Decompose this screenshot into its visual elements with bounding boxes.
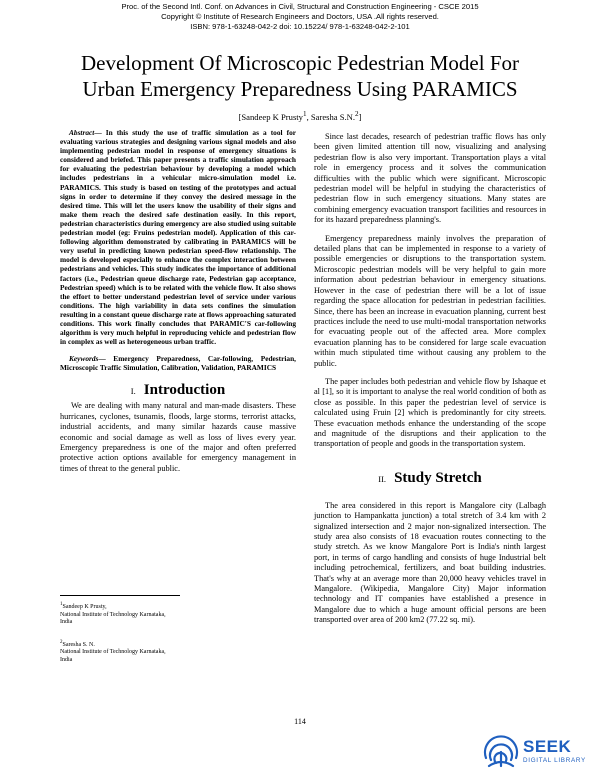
footnote-2-mark: 2 <box>60 639 63 645</box>
intro-paragraph-1: We are dealing with many natural and man-made disasters. These hurricanes, cyclones, tsunamis, floods, large storms, terrorist attacks, industrial accidents, and many similar hazards cause massive economic and social damage as well as loss of lives every year. Emergency preparedness is one of the major and often preferred protective action options available for emergency management in times of threat to the general public. <box>60 401 296 473</box>
footnote-1-institution: National Institute of Technology Karnataka, <box>60 611 166 618</box>
intro-paragraph-4: The paper includes both pedestrian and vehicle flow by Ishaque et al [1], so it is important to analyse the real world condition of both as close as possible. In this paper the pedestrian level of service is calculated using Fruin [2] which is predominantly for city streets. These evacuation methods enhance the understanding of the scope and magnitude of the disruptions and their application to the transportation of people and goods in the transportation system. <box>314 376 546 449</box>
author-1: Sandeep K Prusty <box>241 111 303 122</box>
author-list <box>0 110 600 122</box>
header-line-2: Copyright © Institute of Research Engineers and Doctors, USA .All rights reserved. <box>161 12 439 21</box>
conference-header <box>0 2 600 32</box>
footnote-divider <box>60 595 180 596</box>
authors-close-bracket: ] <box>358 111 362 122</box>
footnote-2-country: India <box>60 656 73 663</box>
intro-paragraph-3: Emergency preparedness mainly involves the preparation of detailed plans that can be implemented in response to a variety of possible emergencies or disruptions to the transportation system. Microscopic pedestrian models will be very helpful to gain more information about pedestrian behaviour in emergency situations. However in the case of pedestrian there will be a lot of issue regarding the space allocation for pedestrian in pedestrian facilities. Since, there has been an increase in evacuation planning, current best practices include the need to use multi-modal transportation networks for evacuating people out of the affected area. More complex evacuation planning has to be considered for large scale evacuation within much stipulated time without causing any problem to the public. <box>314 233 546 368</box>
footnote-1-mark: 1 <box>60 602 63 607</box>
section-2-title: Study Stretch <box>394 469 482 486</box>
seek-logo <box>481 728 593 772</box>
logo-name: SEEK <box>523 737 572 756</box>
abstract <box>60 128 296 346</box>
paper-title <box>30 50 570 102</box>
seek-fingerprint-icon <box>481 728 521 770</box>
footnote-1-name: Sandeep K Prusty, <box>62 604 107 610</box>
page-number: 114 <box>294 717 306 726</box>
keywords <box>60 354 296 372</box>
author-2-sup: 2 <box>355 110 359 118</box>
right-column <box>314 132 546 626</box>
footnotes <box>60 595 260 677</box>
title-line-1: Development Of Microscopic Pedestrian Model For <box>81 51 519 75</box>
keywords-text: — Emergency Preparedness, Car-following, Pedestrian, Microscopic Traffic Simulation, Calibration, Validation, PARAMICS <box>60 354 296 373</box>
footnote-2-name: Saresha S. N. <box>62 641 95 648</box>
author-1-sup: 1 <box>302 110 307 118</box>
logo-subtitle: DIGITAL LIBRARY <box>523 757 586 764</box>
abstract-text: — In this study the use of traffic simulation as a tool for evaluating various strategies and designing various signal models and also implementing pedestrian model in response of emergency situations is considered and briefed. This paper presents a traffic simulation approach for evaluating the pedestrian behaviour by developing a model which includes pedestrians in a vehicular micro-simulation model i.e. PARAMICS. This study is based on testing of the prototypes and actual signs in order to determine if they convey the desired message in the desired time. This will let the users know the usability of their signs and make them reach the desired safe destination easily. In this report, pedestrian characteristics during emergency are also studied using suitable pedestrian model (eg: Fruins pedestrian model). Application of this car-following algorithm demonstrated by calibrating in PARAMICS will be very useful in predicting known pedestrian speed-flow relationship. The model is developed especially to enhance the complex interaction between pedestrians and vehicles. This study indicates the importance of additional factors (i.e., Pedestrian queue discharge rate, Pedestrian gap acceptance, Pedestrian speed) which is to be related with the vehicle flow. It also shows the effort to better understand pedestrian level of service under various conditions. The high variability in data sets confines the simulation resulting in a constant queue discharge rate at flows approaching saturated conditions. This work finally concludes that PARAMIC'S car-following algorithm is very much helpful in reproducing vehicle and pedestrian flow in complex as well as heterogeneous urban traffic. <box>60 128 296 347</box>
keywords-label: Keywords <box>69 354 99 364</box>
intro-paragraph-2: Since last decades, research of pedestrian traffic flows has only been given limited attention till now, visualizing and analysing pedestrian flow is also very important. Transportation plays a vital role in emergency process and it solves the communication difficulties with the public which were significant. Microscopic pedestrian model will be helpful in studying the characteristics of pedestrian flow in such emergency situations. Many states are combining emergency evacuation transport facilities and resources in for its hazard preparedness planning's. <box>314 132 546 225</box>
abstract-label: Abstract <box>69 128 95 137</box>
footnote-2 <box>60 639 260 665</box>
header-line-1: Proc. of the Second Intl. Conf. on Advances in Civil, Structural and Construction Engineering - CSCE 2015 <box>121 2 479 11</box>
section-2-number: II. <box>378 473 387 484</box>
study-stretch-paragraph-1: The area considered in this report is Mangalore city (Lalbagh junction to Hampankatta junction) a total stretch of 3.4 km with 2 signalized intersection and 2 major non-signalized intersection. The study area also consists of 18 evacuation routes connecting to the study stretch. As we know Mangalore Port is India's ninth largest port, in terms of cargo handling and consists of huge Industrial belt including petrochemical, fertilizers, and boat building industries. That's why at an average more than 20,000 heavy vehicles travel in Mangalore. (Wikipedia, Mangalore City) Major information technology and IT companies have established a presence in Mangalore due to which a huge amount official persons are been transported over area of 200 km2 (77.22 sq. mi). <box>314 500 546 625</box>
section-1-number: I. <box>130 386 136 397</box>
section-2-heading <box>314 468 546 489</box>
title-line-2: Urban Emergency Preparedness Using PARAMICS <box>82 77 518 101</box>
header-line-3: ISBN: 978-1-63248-042-2 doi: 10.15224/ 978-1-63248-042-2-101 <box>190 22 410 31</box>
left-column <box>60 128 296 474</box>
section-1-heading <box>60 380 296 401</box>
footnote-2-institution: National Institute of Technology Karnataka, <box>60 649 166 656</box>
footnote-1 <box>60 601 260 627</box>
author-2: , Saresha S.N. <box>306 111 356 122</box>
footnote-1-country: India <box>60 619 73 626</box>
authors-open-bracket: [ <box>238 111 242 122</box>
section-1-title: Introduction <box>143 382 226 399</box>
